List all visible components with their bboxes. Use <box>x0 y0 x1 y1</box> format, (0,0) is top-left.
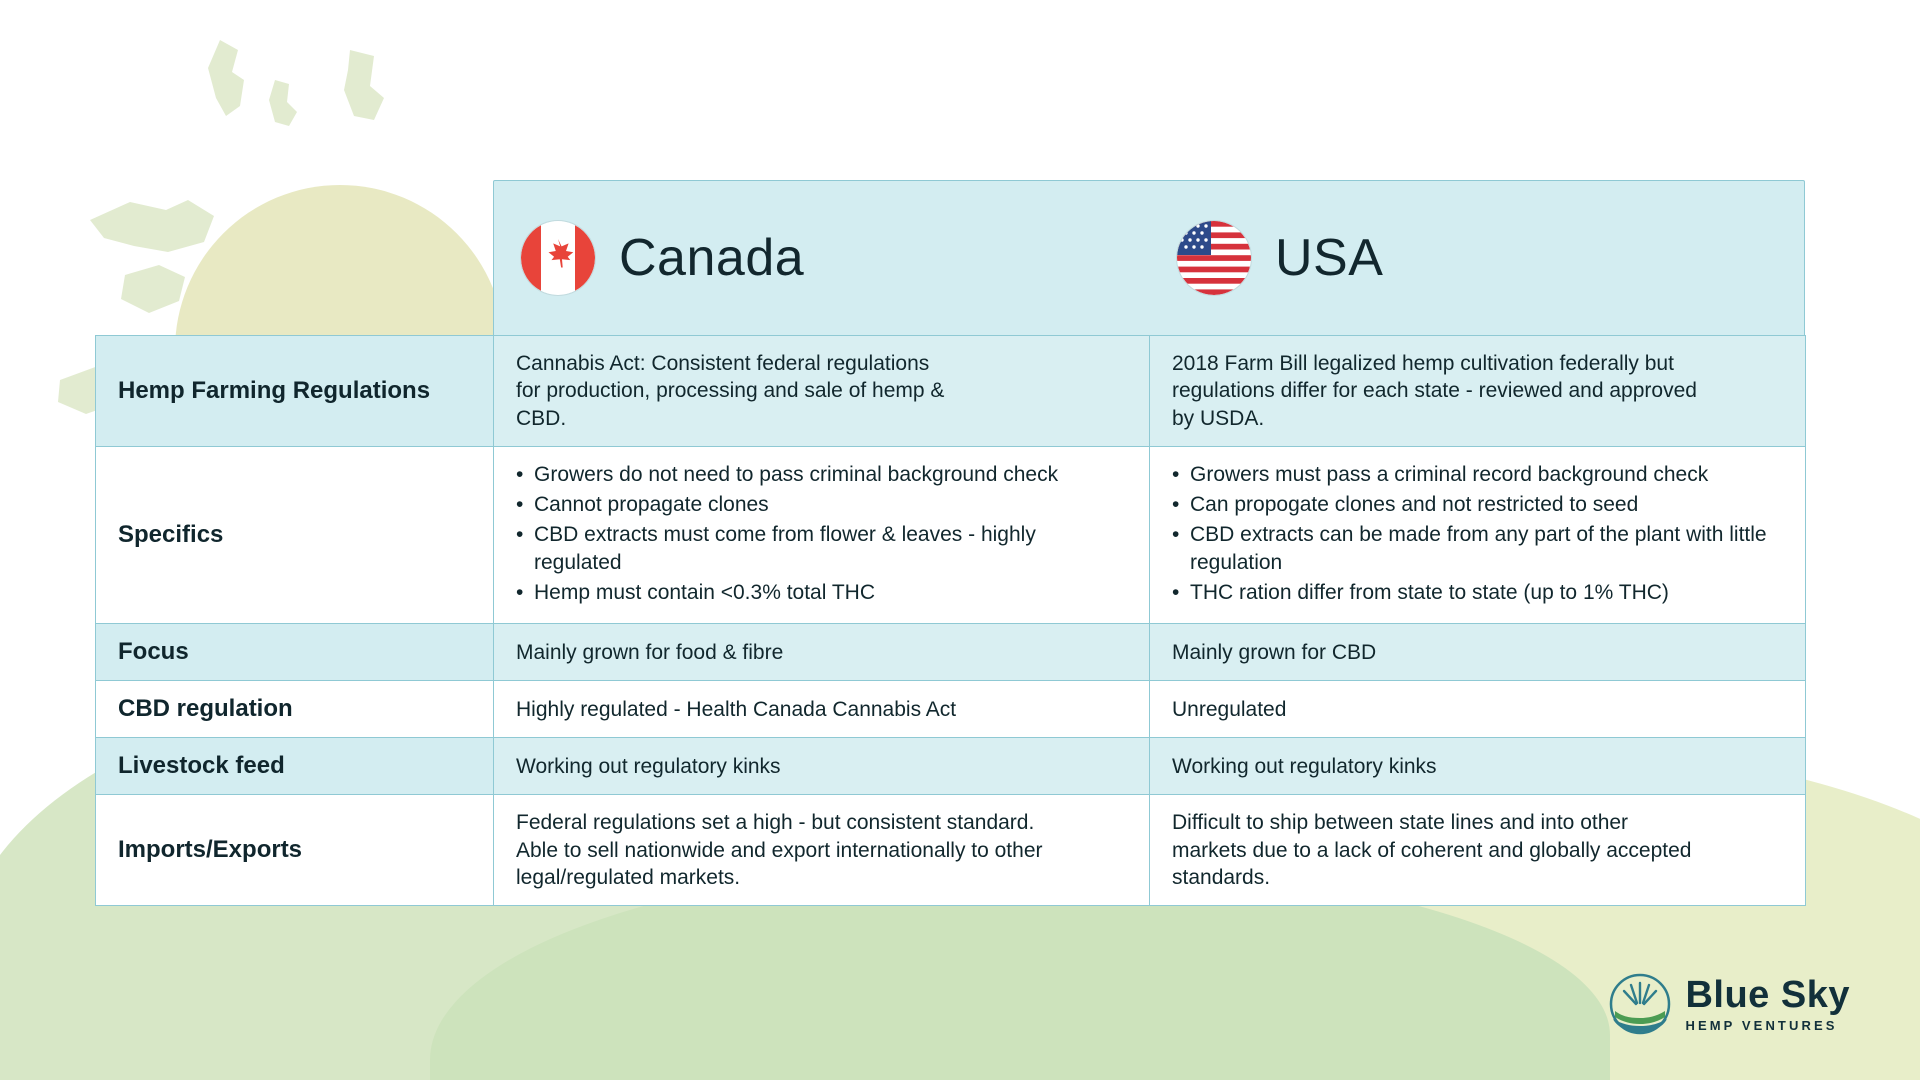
table-row <box>96 738 1806 795</box>
bullet-item: • CBD extracts can be made from any part of the plant with little regulation <box>1172 521 1783 576</box>
bullet-list <box>1172 461 1783 606</box>
text-block <box>516 809 1127 891</box>
logo-text <box>1685 976 1850 1032</box>
cell-canada <box>494 624 1150 681</box>
bullet-item: • THC ration differ from state to state (up to 1% THC) <box>1172 579 1783 606</box>
canada-flag-icon <box>521 221 595 295</box>
text-line: regulations differ for each state - reviewed and approved <box>1172 379 1697 403</box>
table-header-row <box>493 180 1805 335</box>
row-label: Focus <box>96 624 494 681</box>
text-line: for production, processing and sale of hemp & <box>516 379 945 403</box>
row-label: CBD regulation <box>96 681 494 738</box>
text-line: Cannabis Act: Consistent federal regulations <box>516 352 930 375</box>
cell-canada <box>494 681 1150 738</box>
country-label-usa: USA <box>1275 228 1384 287</box>
text-line: standards. <box>1172 865 1271 889</box>
country-label-canada: Canada <box>619 228 805 287</box>
text-block <box>516 696 1127 723</box>
text-line: Mainly grown for CBD <box>1172 640 1377 664</box>
text-line: Working out regulatory kinks <box>516 754 781 778</box>
text-block <box>1172 753 1783 780</box>
table-row <box>96 681 1806 738</box>
text-line: by USDA. <box>1172 406 1265 430</box>
logo-title: Blue Sky <box>1685 974 1850 1016</box>
comparison-table-body <box>95 335 1806 906</box>
cell-usa <box>1150 738 1806 795</box>
text-line: Able to sell nationwide and export internationally to other <box>516 838 1043 862</box>
text-block <box>1172 350 1783 432</box>
text-line: CBD. <box>516 406 567 430</box>
row-label: Specifics <box>96 446 494 623</box>
usa-flag-icon <box>1177 221 1251 295</box>
cell-canada <box>494 446 1150 623</box>
text-block <box>516 753 1127 780</box>
cell-usa <box>1150 336 1806 447</box>
text-block <box>1172 639 1783 666</box>
bullet-item: • Hemp must contain <0.3% total THC <box>516 579 1127 606</box>
cell-usa <box>1150 446 1806 623</box>
text-line: Working out regulatory kinks <box>1172 754 1437 778</box>
text-line: Federal regulations set a high - but consistent standard. <box>516 811 1035 835</box>
bullet-item: • CBD extracts must come from flower & leaves - highly regulated <box>516 521 1127 576</box>
cell-usa <box>1150 681 1806 738</box>
text-block <box>1172 809 1783 891</box>
cell-canada <box>494 738 1150 795</box>
table-row <box>96 795 1806 906</box>
cell-usa <box>1150 624 1806 681</box>
text-line: Unregulated <box>1172 697 1287 721</box>
bullet-item: • Growers do not need to pass criminal background check <box>516 461 1127 488</box>
row-label: Imports/Exports <box>96 795 494 906</box>
bullet-item: • Growers must pass a criminal record background check <box>1172 461 1783 488</box>
logo-subtitle: HEMP VENTURES <box>1685 1018 1838 1033</box>
text-block <box>516 350 1127 432</box>
row-label: Livestock feed <box>96 738 494 795</box>
table-row <box>96 624 1806 681</box>
table-row <box>96 446 1806 623</box>
text-block <box>1172 696 1783 723</box>
text-line: legal/regulated markets. <box>516 865 741 889</box>
text-line: markets due to a lack of coherent and globally accepted <box>1172 838 1692 862</box>
cell-usa <box>1150 795 1806 906</box>
cell-canada <box>494 336 1150 447</box>
bullet-item: • Can propogate clones and not restricted to seed <box>1172 491 1783 518</box>
text-line: Difficult to ship between state lines and into other <box>1172 811 1629 835</box>
cell-canada <box>494 795 1150 906</box>
bullet-item: • Cannot propagate clones <box>516 491 1127 518</box>
blue-sky-sun-logo-icon <box>1609 973 1671 1035</box>
row-label: Hemp Farming Regulations <box>96 336 494 447</box>
text-line: Highly regulated - Health Canada Cannabis Act <box>516 697 957 721</box>
brand-logo <box>1609 973 1850 1035</box>
text-line: 2018 Farm Bill legalized hemp cultivation federally but <box>1172 352 1674 375</box>
bullet-list <box>516 461 1127 606</box>
table-row <box>96 336 1806 447</box>
header-cell-usa <box>1149 180 1805 335</box>
text-block <box>516 639 1127 666</box>
header-cell-canada <box>493 180 1149 335</box>
text-line: Mainly grown for food & fibre <box>516 640 784 664</box>
